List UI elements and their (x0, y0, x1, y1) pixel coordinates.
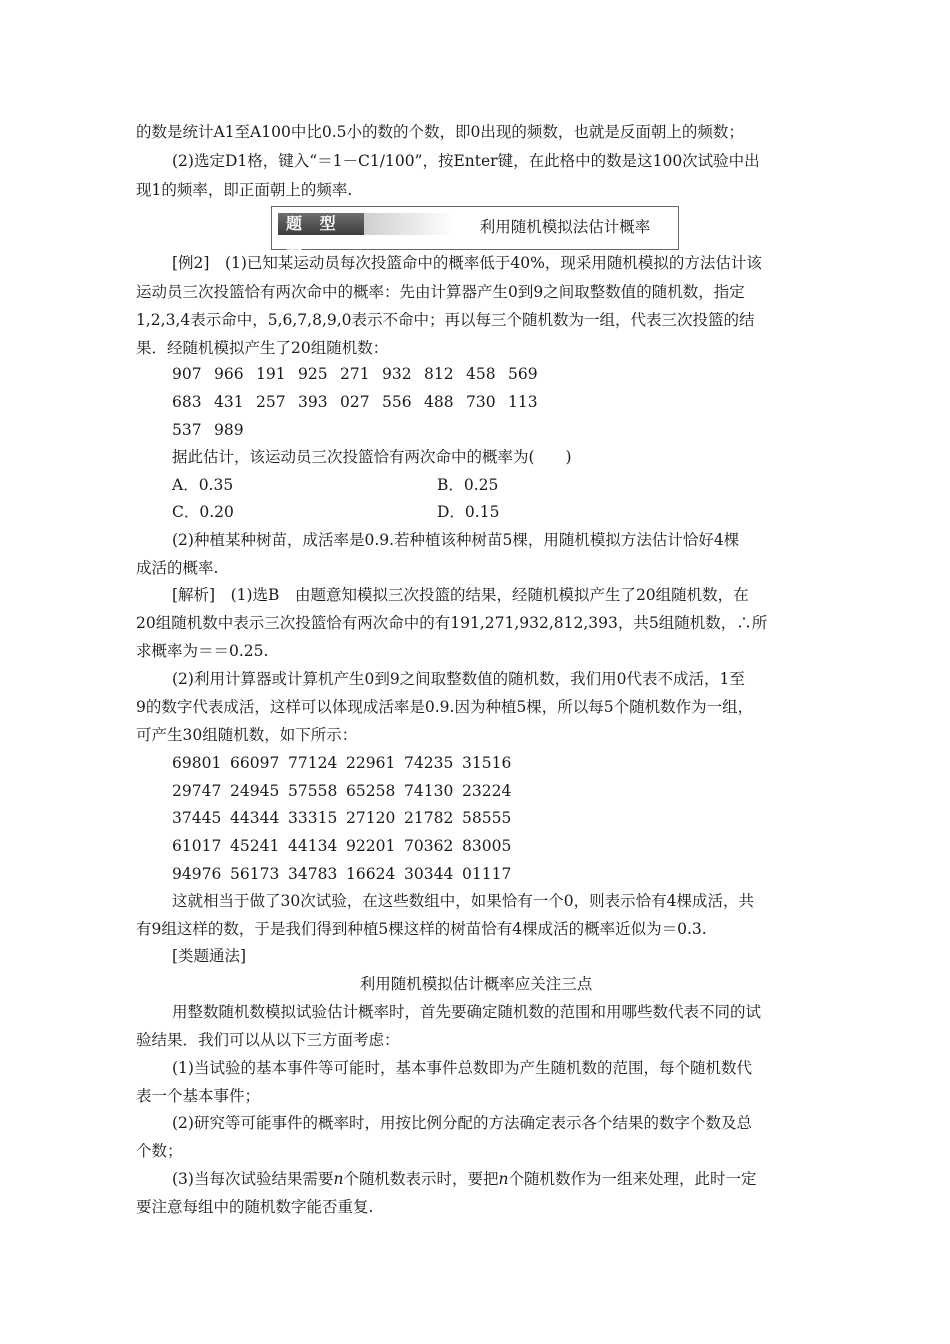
random-number: 932 (382, 365, 412, 383)
random-number: 58555 (462, 809, 512, 827)
method-item-3-text: (3)当每次试验结果需要 (172, 1170, 334, 1188)
random-number: 23224 (462, 782, 512, 800)
method-item-2-line-1: (2)研究等可能事件的概率时，用按比例分配的方法确定表示各个结果的数字个数及总 (172, 1114, 752, 1132)
random-number: 907 (172, 365, 202, 383)
random-number: 966 (214, 365, 244, 383)
random-number: 569 (508, 365, 538, 383)
random-number: 94976 (172, 865, 222, 883)
intro-line-2: (2)选定D1格，键入“＝1－C1/100”，按Enter键，在此格中的数是这100次试验中出 (172, 152, 760, 170)
random-number: 83005 (462, 837, 512, 855)
method-item-2-line-2: 个数； (136, 1142, 183, 1160)
random-number: 027 (340, 393, 370, 411)
method-item-3-text: 个随机数作为一组来处理，此时一定 (508, 1170, 757, 1188)
analysis-line-3: 求概率为＝＝0.25. (136, 642, 269, 660)
random-number: 01117 (462, 865, 512, 883)
analysis-2-line-3: 可产生30组随机数，如下所示： (136, 726, 358, 744)
intro-line-1: 的数是统计A1至A100中比0.5小的数的个数，即0出现的频数，也就是反面朝上的频数； (136, 123, 744, 141)
random-number: 31516 (462, 754, 512, 772)
random-number: 74235 (404, 754, 454, 772)
random-number: 27120 (346, 809, 396, 827)
option-c: C．0.20 (172, 503, 234, 521)
random-number: 812 (424, 365, 454, 383)
random-number: 61017 (172, 837, 222, 855)
random-number: 393 (298, 393, 328, 411)
example-line-4: 果．经随机模拟产生了20组随机数： (136, 339, 389, 357)
random-number: 57558 (288, 782, 338, 800)
random-number: 556 (382, 393, 412, 411)
random-number: 92201 (346, 837, 396, 855)
question-2-line-2: 成活的概率. (136, 559, 219, 577)
example-line-2: 运动员三次投篮恰有两次命中的概率：先由计算器产生0到9之间取整数值的随机数，指定 (136, 283, 745, 301)
method-line-2: 验结果．我们可以从以下三方面考虑： (136, 1031, 400, 1049)
option-a: A．0.35 (172, 476, 234, 494)
option-b: B．0.25 (437, 476, 499, 494)
method-item-1-line-1: (1)当试验的基本事件等可能时，基本事件总数即为产生随机数的范围，每个随机数代 (172, 1059, 752, 1077)
conclusion-line-1: 这就相当于做了30次试验，在这些数组中，如果恰有一个0，则表示恰有4棵成活，共 (172, 892, 754, 910)
method-line-1: 用整数随机数模拟试验估计概率时，首先要确定随机数的范围和用哪些数代表不同的试 (172, 1003, 762, 1021)
method-item-1-line-2: 表一个基本事件； (136, 1087, 261, 1105)
example-line-1: [例2] (1)已知某运动员每次投篮命中的概率低于40%，现采用随机模拟的方法估计该 (172, 254, 762, 272)
random-number: 730 (466, 393, 496, 411)
random-number: 34783 (288, 865, 338, 883)
method-item-3-line-2: 要注意每组中的随机数字能否重复. (136, 1198, 374, 1216)
method-item-3-line-1 (172, 1169, 826, 1189)
analysis-2-line-2: 9的数字代表成活，这样可以体现成活率是0.9.因为种植5棵，所以每5个随机数作为一组， (136, 698, 754, 716)
section-tag: 题 型 二 (278, 213, 364, 235)
variable-n: n (333, 1170, 344, 1188)
random-number: 74130 (404, 782, 454, 800)
random-number: 16624 (346, 865, 396, 883)
random-number: 70362 (404, 837, 454, 855)
random-number: 431 (214, 393, 244, 411)
random-number: 925 (298, 365, 328, 383)
random-number: 30344 (404, 865, 454, 883)
random-number: 77124 (288, 754, 338, 772)
random-number: 537 (172, 421, 202, 439)
random-number: 56173 (230, 865, 280, 883)
random-number: 44344 (230, 809, 280, 827)
variable-n: n (498, 1170, 509, 1188)
random-number: 37445 (172, 809, 222, 827)
random-number: 33315 (288, 809, 338, 827)
method-tag: [类题通法] (172, 947, 247, 965)
random-number: 65258 (346, 782, 396, 800)
random-number: 683 (172, 393, 202, 411)
random-number: 24945 (230, 782, 280, 800)
option-d: D．0.15 (437, 503, 500, 521)
analysis-line-2: 20组随机数中表示三次投篮恰有两次命中的有191,271,932,812,393，共5组随机数，∴所 (136, 614, 768, 632)
random-number: 66097 (230, 754, 280, 772)
random-number: 21782 (404, 809, 454, 827)
analysis-2-line-1: (2)利用计算器或计算机产生0到9之间取整数值的随机数，我们用0代表不成活，1至 (172, 670, 745, 688)
random-number: 29747 (172, 782, 222, 800)
random-number: 257 (256, 393, 286, 411)
random-number: 271 (340, 365, 370, 383)
conclusion-line-2: 有9组这样的数，于是我们得到种植5棵这样的树苗恰有4棵成活的概率近似为＝0.3. (136, 920, 707, 938)
intro-line-3: 现1的频率，即正面朝上的频率. (136, 181, 353, 199)
question-2-line-1: (2)种植某种树苗，成活率是0.9.若种植该种树苗5棵，用随机模拟方法估计恰好4棵 (172, 531, 740, 549)
random-number: 113 (508, 393, 538, 411)
random-number: 458 (466, 365, 496, 383)
method-heading: 利用随机模拟估计概率应关注三点 (359, 975, 593, 993)
random-number: 69801 (172, 754, 222, 772)
section-title: 利用随机模拟法估计概率 (479, 218, 651, 236)
example-line-3: 1,2,3,4表示命中，5,6,7,8,9,0表示不命中；再以每三个随机数为一组，代表三次投篮的结 (136, 311, 755, 329)
section-banner (271, 206, 679, 255)
method-item-3-text: 个随机数表示时，要把 (343, 1170, 499, 1188)
random-number: 989 (214, 421, 244, 439)
random-number: 488 (424, 393, 454, 411)
random-number: 22961 (346, 754, 396, 772)
question-text: 据此估计，该运动员三次投篮恰有两次命中的概率为( ) (172, 448, 572, 466)
random-number: 44134 (288, 837, 338, 855)
section-tag-fade (364, 213, 454, 235)
random-number: 45241 (230, 837, 280, 855)
random-number: 191 (256, 365, 286, 383)
analysis-line-1: [解析] (1)选B 由题意知模拟三次投篮的结果，经随机模拟产生了20组随机数，在 (172, 586, 749, 604)
